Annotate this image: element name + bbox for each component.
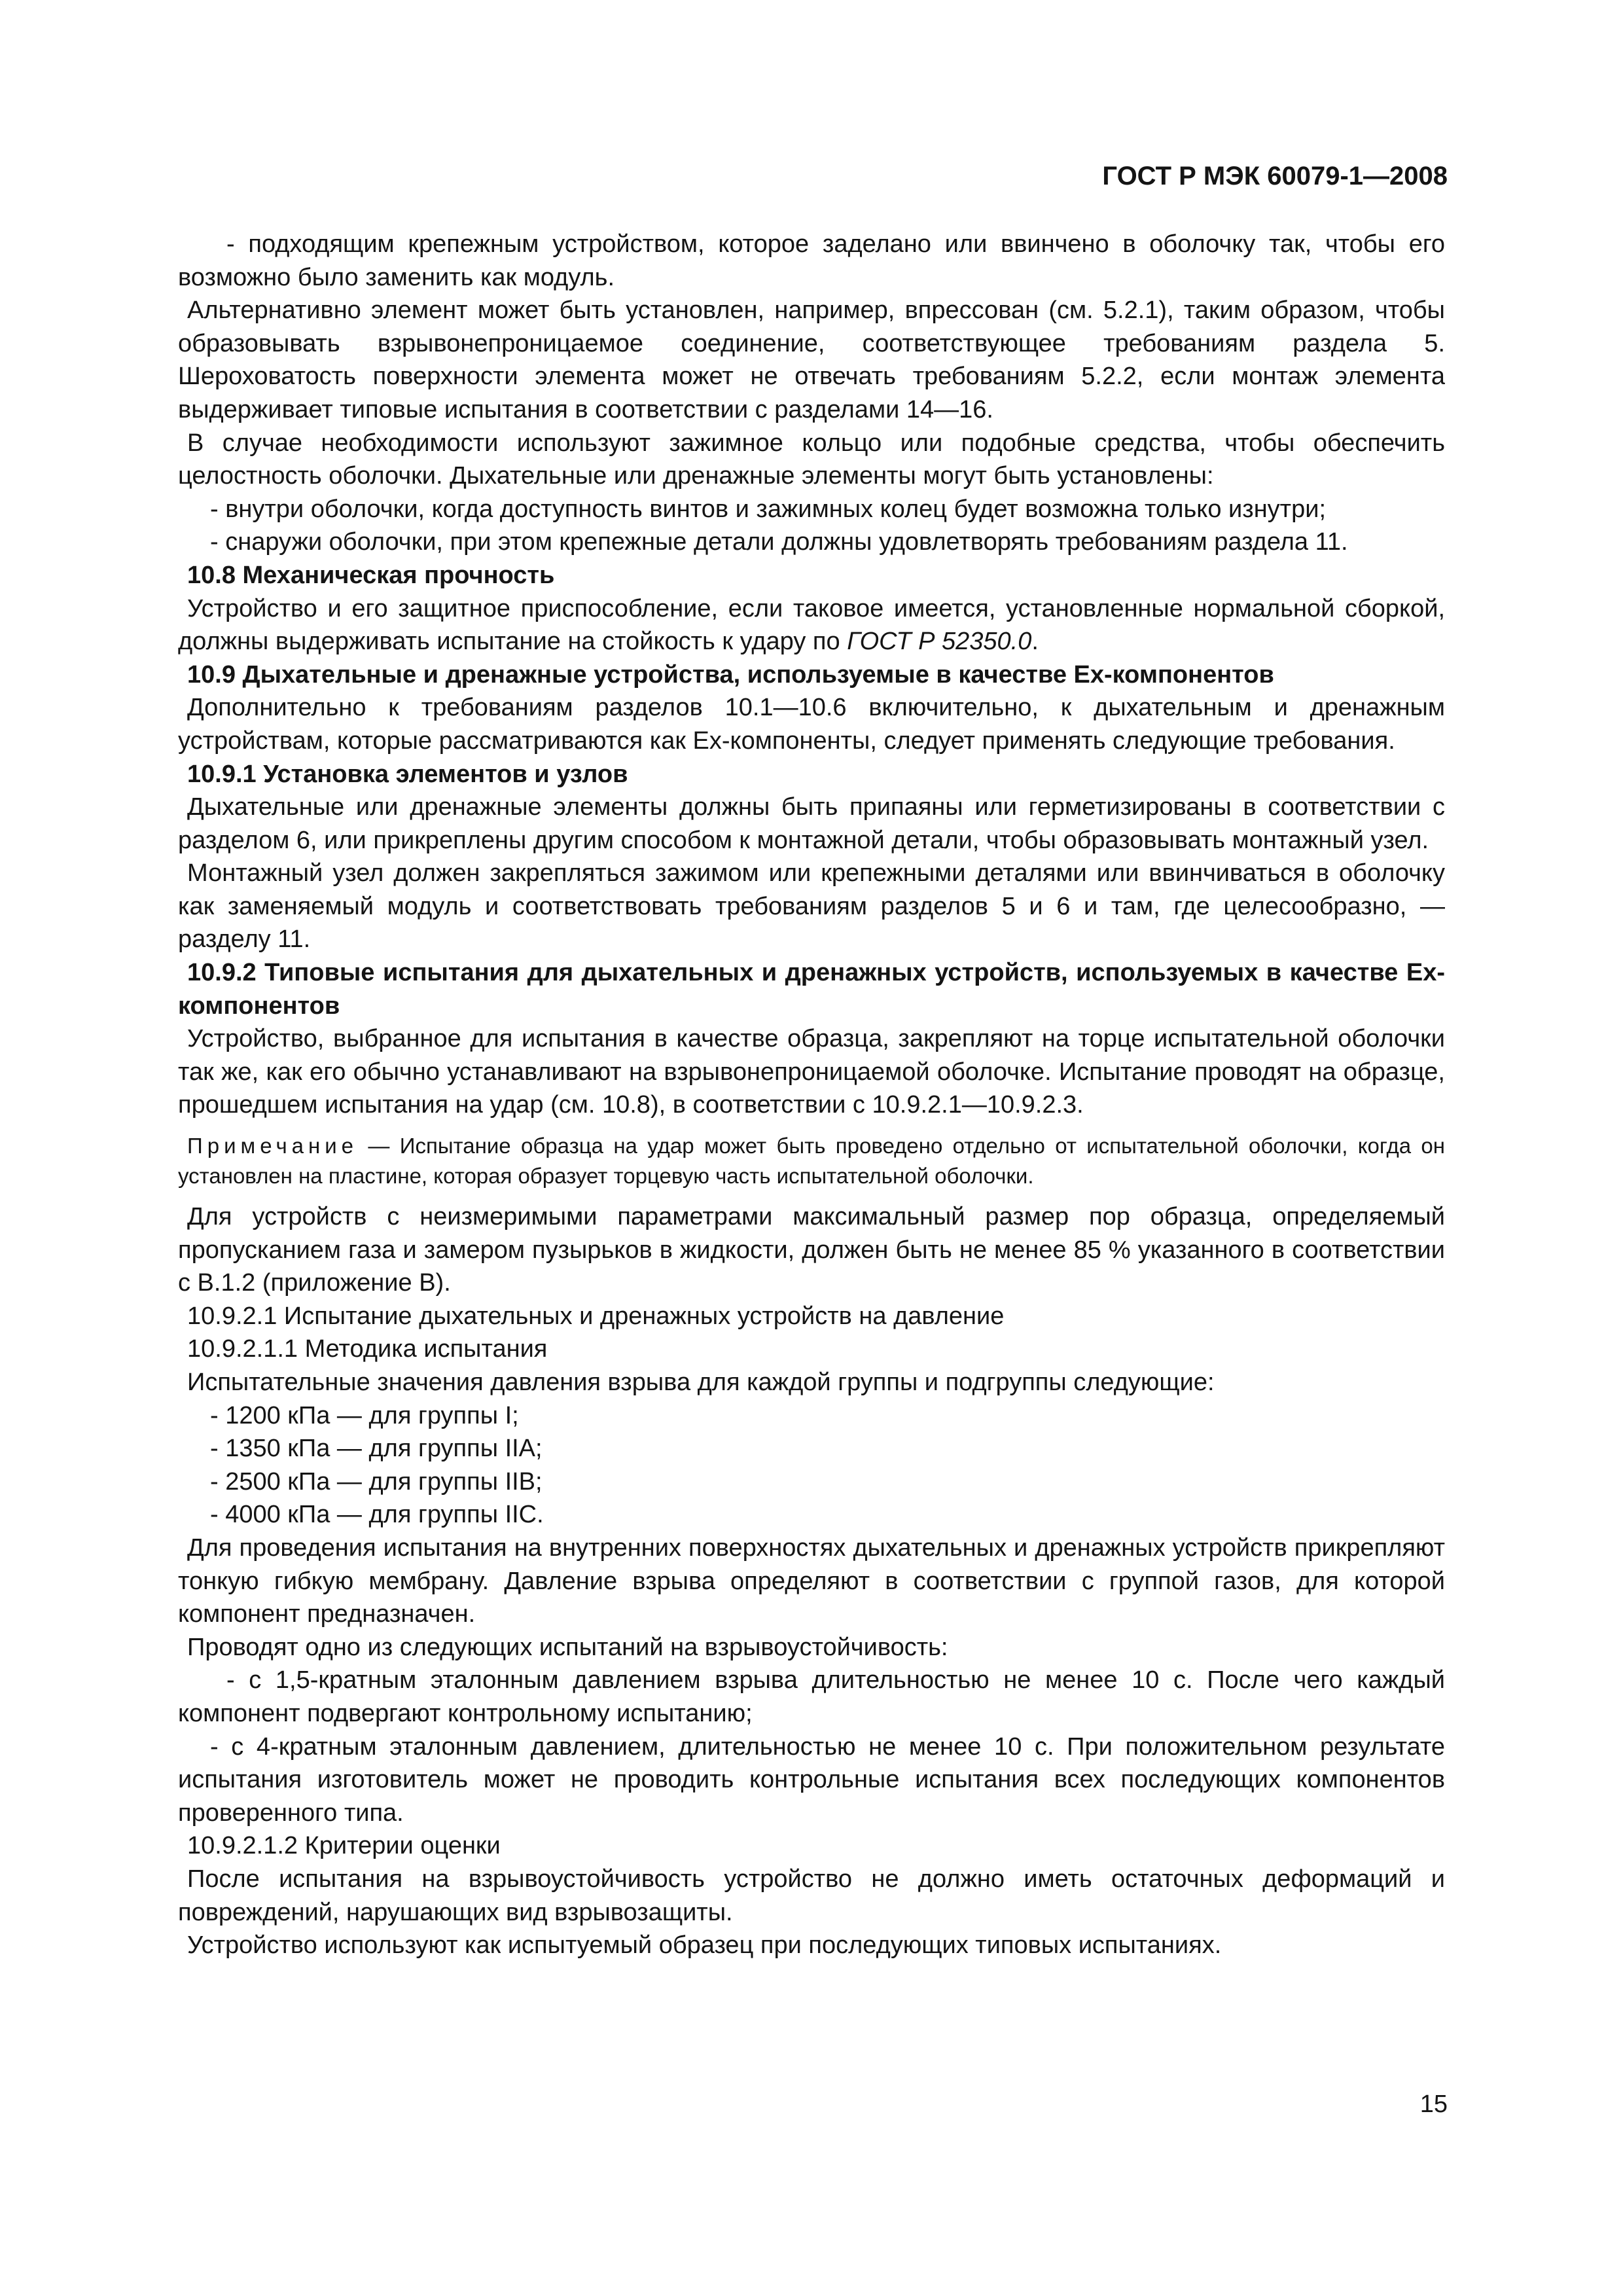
list-item: - с 1,5-кратным эталонным давлением взрыва длительностью не менее 10 с. После чего каждый компонент подвергают контрольному испытанию; bbox=[178, 1666, 1445, 1727]
note bbox=[178, 1131, 1445, 1191]
list-item: - 1350 кПа — для группы IIA; bbox=[210, 1435, 543, 1463]
paragraph: В случае необходимости используют зажимное кольцо или подобные средства, чтобы обеспечить целостность оболочки. Дыхательные или дренажные элементы могут быть установлены: bbox=[178, 429, 1445, 490]
list-item: - 4000 кПа — для группы IIC. bbox=[210, 1501, 544, 1529]
paragraph: - подходящим крепежным устройством, которое заделано или ввинчено в оболочку так, чтобы его возможно было заменить как модуль. bbox=[178, 230, 1445, 291]
paragraph: Проводят одно из следующих испытаний на взрывоустойчивость: bbox=[187, 1633, 948, 1661]
section-heading-10-8: 10.8 Механическая прочность bbox=[187, 561, 555, 589]
paragraph: Для устройств с неизмеримыми параметрами максимальный размер пор образца, определяемый пропусканием газа и замером пузырьков в жидкости, должен быть не менее 85 % указанного в соответствии с В.1.2 (приложение В). bbox=[178, 1203, 1445, 1297]
list-item: - с 4-кратным эталонным давлением, длительностью не менее 10 с. При положительном результате испытания изготовитель может не проводить контрольные испытания всех последующих компонентов проверенного типа. bbox=[178, 1732, 1445, 1827]
note-text: — Испытание образца на удар может быть проведено отдельно от испытательной оболочки, когда он установлен на пластине, которая образует торцевую часть испытательной оболочки. bbox=[178, 1134, 1445, 1189]
paragraph: Дополнительно к требованиям разделов 10.1—10.6 включительно, к дыхательным и дренажным устройствам, которые рассматриваются как Ex-компоненты, следует применять следующие требования. bbox=[178, 694, 1445, 755]
section-heading-10-9-2: 10.9.2 Типовые испытания для дыхательных и дренажных устройств, используемых в качестве Ex-компонентов bbox=[178, 959, 1445, 1020]
paragraph: Монтажный узел должен закрепляться зажимом или крепежными деталями или ввинчиваться в оболочку как заменяемый модуль и соответствовать требованиям разделов 5 и 6 и там, где целесообразно, — разделу 11. bbox=[178, 859, 1445, 954]
paragraph: Устройство, выбранное для испытания в качестве образца, закрепляют на торце испытательной оболочки так же, как его обычно устанавливают на взрывонепроницаемой оболочке. Испытание проводят на образце, прошедшем испытания на удар (см. 10.8), в соответствии с 10.9.2.1—10.9.2.3. bbox=[178, 1025, 1445, 1119]
standard-reference: ГОСТ Р 52350.0 bbox=[847, 628, 1032, 656]
list-item: - 1200 кПа — для группы I; bbox=[210, 1401, 519, 1429]
paragraph: После испытания на взрывоустойчивость устройство не должно иметь остаточных деформаций и повреждений, нарушающих вид взрывозащиты. bbox=[178, 1865, 1445, 1926]
page-number: 15 bbox=[1419, 2090, 1448, 2118]
note-label: Примечание bbox=[187, 1134, 359, 1158]
list-item: - 2500 кПа — для группы IIB; bbox=[210, 1467, 543, 1496]
subsection-heading-10-9-2-1-1: 10.9.2.1.1 Методика испытания bbox=[187, 1335, 548, 1363]
subsection-heading-10-9-2-1-2: 10.9.2.1.2 Критерии оценки bbox=[187, 1832, 501, 1860]
paragraph: Альтернативно элемент может быть установлен, например, впрессован (см. 5.2.1), таким образом, чтобы образовывать взрывонепроницаемое соединение, соответствующее требованиям раздела 5. Шероховатость поверхности элемента может не отвечать требованиям 5.2.2, если монтаж элемента выдерживает типовые испытания в соответствии с разделами 14—16. bbox=[178, 296, 1445, 423]
paragraph: Для проведения испытания на внутренних поверхностях дыхательных и дренажных устройств прикрепляют тонкую гибкую мембрану. Давление взрыва определяют в соответствии с группой газов, для которой компонент предназначен. bbox=[178, 1534, 1445, 1628]
paragraph-text: Устройство и его защитное приспособление, если таковое имеется, установленные нормальной сборкой, должны выдерживать испытание на стойкость к удару по bbox=[178, 594, 1445, 656]
paragraph: Устройство используют как испытуемый образец при последующих типовых испытаниях. bbox=[187, 1931, 1222, 1960]
paragraph bbox=[178, 592, 1445, 658]
list-item: - снаружи оболочки, при этом крепежные детали должны удовлетворять требованиям раздела 11. bbox=[210, 528, 1348, 556]
standard-id-header: ГОСТ Р МЭК 60079-1—2008 bbox=[1102, 162, 1448, 190]
paragraph-text: . bbox=[1031, 628, 1039, 656]
section-heading-10-9-1: 10.9.1 Установка элементов и узлов bbox=[187, 760, 628, 788]
paragraph: Испытательные значения давления взрыва для каждой группы и подгруппы следующие: bbox=[187, 1369, 1215, 1396]
subsection-heading-10-9-2-1: 10.9.2.1 Испытание дыхательных и дренажных устройств на давление bbox=[187, 1302, 1005, 1330]
section-heading-10-9: 10.9 Дыхательные и дренажные устройства, используемые в качестве Ex-компонентов bbox=[187, 660, 1274, 689]
paragraph: Дыхательные или дренажные элементы должны быть припаяны или герметизированы в соответствии с разделом 6, или прикреплены другим способом к монтажной детали, чтобы образовывать монтажный узел. bbox=[178, 793, 1445, 854]
list-item: - внутри оболочки, когда доступность винтов и зажимных колец будет возможна только изнутри; bbox=[210, 495, 1327, 523]
document-body bbox=[178, 228, 1445, 1962]
